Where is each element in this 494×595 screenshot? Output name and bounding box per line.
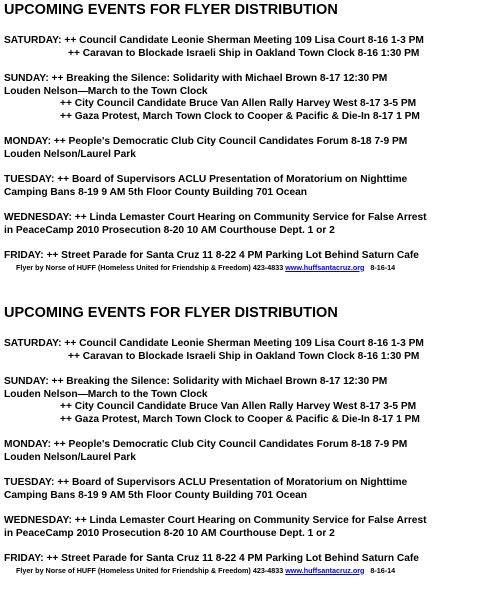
saturday-line-1: SATURDAY: ++ Council Candidate Leonie Sherman Meeting 109 Lisa Court 8-16 1-3 PM: [4, 338, 424, 349]
tuesday-line-2: Camping Bans 8-19 9 AM 5th Floor County Building 701 Ocean: [4, 489, 308, 501]
wednesday-line-1: WEDNESDAY: ++ Linda Lemaster Court Hearing on Community Service for False Arrest: [4, 212, 427, 223]
monday-line-2: Louden Nelson/Laurel Park: [4, 451, 136, 463]
credit-date: 8-16-14: [370, 565, 396, 575]
wednesday-line-2: in PeaceCamp 2010 Prosecution 8-20 10 AM Courthouse Dept. 1 or 2: [4, 527, 335, 539]
website-link[interactable]: www.huffsantacruz.org: [285, 262, 365, 272]
sunday-line-3: ++ City Council Candidate Bruce Van Allen Rally Harvey West 8-17 3-5 PM: [60, 98, 417, 109]
flyer-title: UPCOMING EVENTS FOR FLYER DISTRIBUTION: [4, 2, 338, 18]
wednesday-line-2: in PeaceCamp 2010 Prosecution 8-20 10 AM Courthouse Dept. 1 or 2: [4, 224, 335, 236]
monday-line-2: Louden Nelson/Laurel Park: [4, 148, 136, 160]
sunday-line-4: ++ Gaza Protest, March Town Clock to Cooper & Pacific & Die-In 8-17 1 PM: [60, 110, 420, 122]
sunday-line-3: ++ City Council Candidate Bruce Van Allen Rally Harvey West 8-17 3-5 PM: [60, 401, 417, 412]
friday-line-1: FRIDAY: ++ Street Parade for Santa Cruz 11 8-22 4 PM Parking Lot Behind Saturn Cafe: [4, 553, 419, 564]
friday-line-1: FRIDAY: ++ Street Parade for Santa Cruz 11 8-22 4 PM Parking Lot Behind Saturn Cafe: [4, 250, 419, 261]
monday-line-1: MONDAY: ++ People's Democratic Club City Council Candidates Forum 8-18 7-9 PM: [4, 136, 408, 147]
sunday-line-1: SUNDAY: ++ Breaking the Silence: Solidarity with Michael Brown 8-17 12:30 PM: [4, 376, 388, 387]
credit-date: 8-16-14: [370, 262, 396, 272]
sunday-line-2: Louden Nelson—March to the Town Clock: [4, 85, 208, 97]
tuesday-line-1: TUESDAY: ++ Board of Supervisors ACLU Presentation of Moratorium on Nighttime: [4, 174, 408, 185]
website-link[interactable]: www.huffsantacruz.org: [285, 565, 365, 575]
sunday-line-2: Louden Nelson—March to the Town Clock: [4, 388, 208, 400]
saturday-line-2: ++ Caravan to Blockade Israeli Ship in Oakland Town Clock 8-16 1:30 PM: [68, 350, 420, 362]
sunday-line-4: ++ Gaza Protest, March Town Clock to Cooper & Pacific & Die-In 8-17 1 PM: [60, 413, 420, 425]
credit-text: Flyer by Norse of HUFF (Homeless United for Friendship & Freedom) 423-4833: [16, 565, 284, 575]
wednesday-line-1: WEDNESDAY: ++ Linda Lemaster Court Hearing on Community Service for False Arrest: [4, 515, 427, 526]
saturday-line-2: ++ Caravan to Blockade Israeli Ship in Oakland Town Clock 8-16 1:30 PM: [68, 47, 420, 59]
flyer-title: UPCOMING EVENTS FOR FLYER DISTRIBUTION: [4, 305, 338, 321]
tuesday-line-2: Camping Bans 8-19 9 AM 5th Floor County Building 701 Ocean: [4, 186, 308, 198]
tuesday-line-1: TUESDAY: ++ Board of Supervisors ACLU Presentation of Moratorium on Nighttime: [4, 477, 408, 488]
flyer-copy-top: [4, 1, 492, 273]
credit-text: Flyer by Norse of HUFF (Homeless United for Friendship & Freedom) 423-4833: [16, 262, 284, 272]
monday-line-1: MONDAY: ++ People's Democratic Club City Council Candidates Forum 8-18 7-9 PM: [4, 439, 408, 450]
sunday-line-1: SUNDAY: ++ Breaking the Silence: Solidarity with Michael Brown 8-17 12:30 PM: [4, 73, 388, 84]
flyer-credit: [4, 566, 492, 576]
flyer-copy-bottom: [4, 304, 492, 576]
flyer-credit: [4, 263, 492, 273]
saturday-line-1: SATURDAY: ++ Council Candidate Leonie Sherman Meeting 109 Lisa Court 8-16 1-3 PM: [4, 35, 424, 46]
